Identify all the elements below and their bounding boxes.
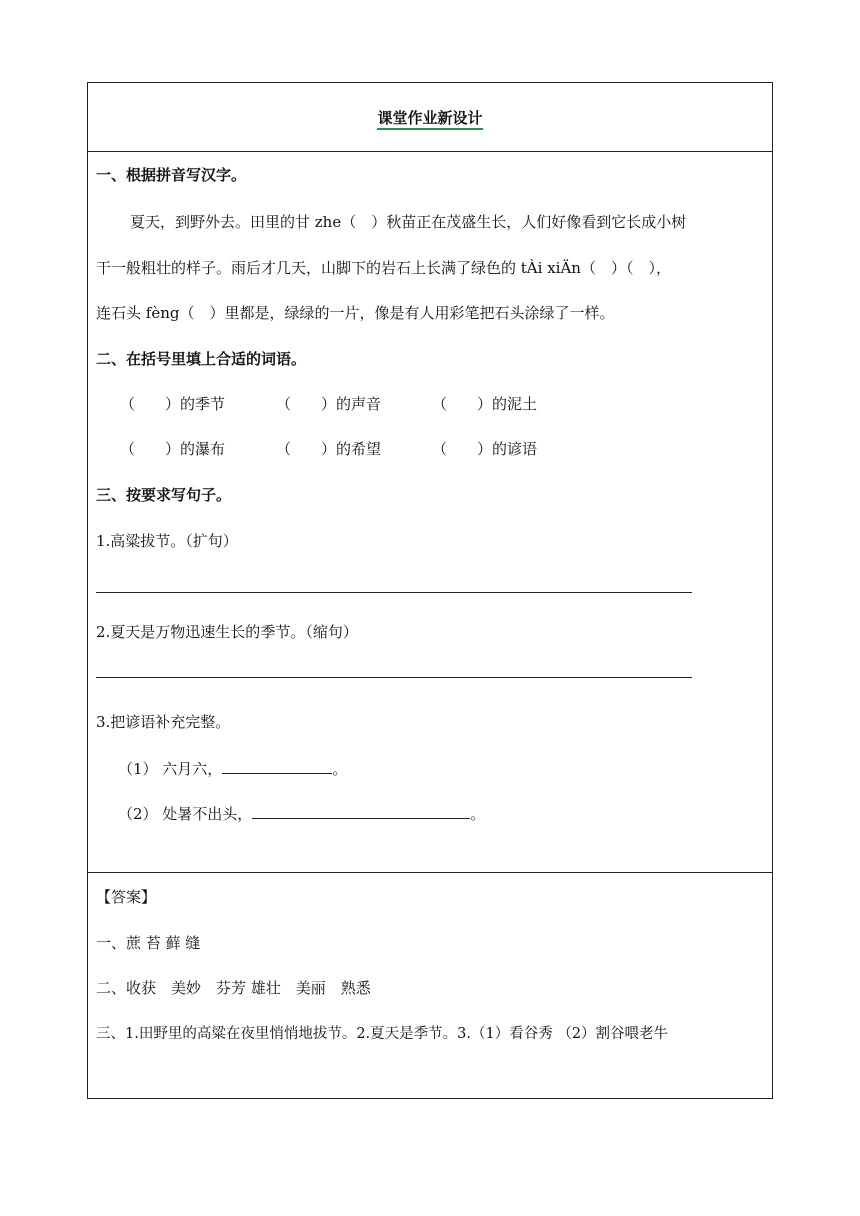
proverb-2-blank (252, 804, 470, 819)
section2-heading: 二、在括号里填上合适的词语。 (96, 350, 307, 368)
question-2: 2.夏天是万物迅速生长的季节。（缩句） (96, 623, 358, 641)
section1-line2: 干一般粗壮的样子。雨后才几天，山脚下的岩石上长满了绿色的 tÀi xiÄn（ ）（ ）， (96, 259, 671, 277)
answer-1: 一、蔗 苔 藓 缝 (96, 934, 201, 952)
question-3: 3.把谚语补充完整。 (96, 713, 231, 731)
answer-3: 三、1.田野里的高粱在夜里悄悄地拔节。2.夏天是季节。3.（1）看谷秀 （2）割谷喂老牛 (96, 1026, 669, 1042)
section3-heading: 三、按要求写句子。 (96, 486, 232, 504)
answers-heading: 【答案】 (96, 888, 157, 906)
title-divider (87, 151, 773, 152)
blank-item-4: （ ）的瀑布 (120, 440, 226, 458)
blank-item-2: （ ）的声音 (276, 395, 382, 413)
section1-line1: 夏天，到野外去。田里的甘 zhe（ ）秋苗正在茂盛生长，人们好像看到它长成小树 (130, 213, 687, 231)
answer-2: 二、收获 美妙 芬芳 雄壮 美丽 熟悉 (96, 979, 371, 997)
proverb-1-blank (222, 759, 332, 774)
section1-heading: 一、根据拼音写汉字。 (96, 166, 247, 184)
section1-line3: 连石头 fèng（ ）里都是，绿绿的一片，像是有人用彩笔把石头涂绿了一样。 (96, 304, 615, 322)
proverb-2: （2） 处暑不出头， 。 (118, 805, 486, 823)
blank-item-1: （ ）的季节 (120, 395, 226, 413)
page-title: 课堂作业新设计 (0, 108, 860, 128)
answer-divider (87, 872, 773, 873)
answer-line-2 (96, 677, 692, 678)
question-1: 1.高粱拔节。（扩句） (96, 532, 238, 550)
blank-item-3: （ ）的泥土 (432, 395, 538, 413)
answer-line-1 (96, 592, 692, 593)
proverb-1: （1） 六月六， 。 (118, 760, 348, 778)
blank-item-5: （ ）的希望 (276, 440, 382, 458)
blank-item-6: （ ）的谚语 (432, 440, 538, 458)
